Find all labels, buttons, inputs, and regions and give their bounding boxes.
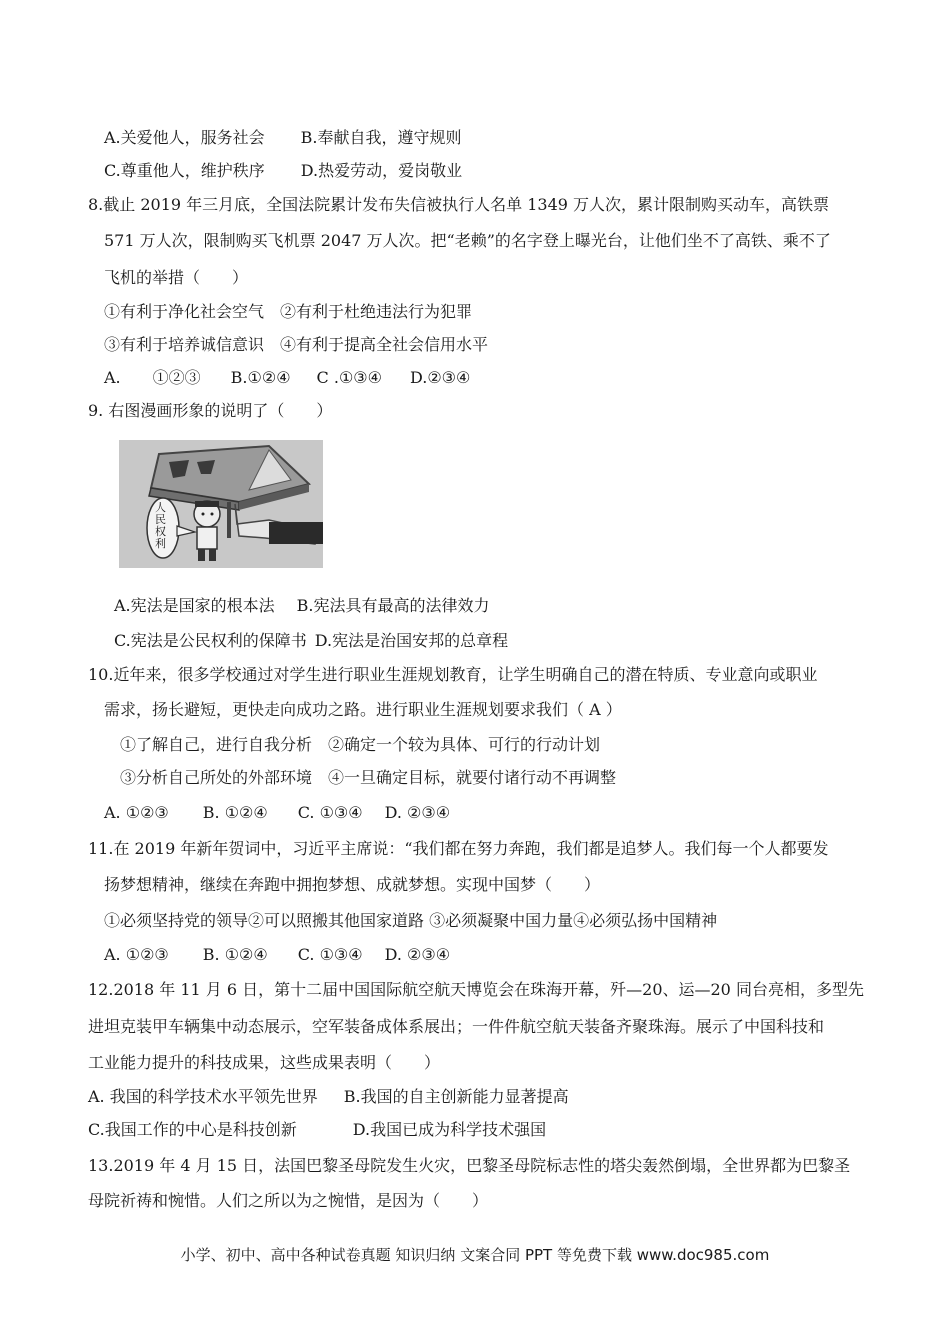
q8-option-c: C .①③④ <box>316 368 382 387</box>
q8-option-d: D.②③④ <box>409 368 471 387</box>
q10-statement-2: ②确定一个较为具体、可行的行动计划 <box>328 735 601 754</box>
q9-option-b: B.宪法具有最高的法律效力 <box>296 596 490 615</box>
page-footer: 小学、初中、高中各种试卷真题 知识归纳 文案合同 PPT 等免费下载 www.doc985.com <box>180 1246 770 1264</box>
q13-stem-line2: 母院祈祷和惋惜。人们之所以为之惋惜，是因为（ ） <box>88 1191 489 1210</box>
q9-option-d: D.宪法是治国安邦的总章程 <box>314 631 509 650</box>
q8-stem-line1: 8.截止 2019 年三月底，全国法院累计发布失信被执行人名单 1349 万人次，累计限制购买动车，高铁票 <box>88 195 830 214</box>
q8-statement-3: ③有利于培养诚信意识 <box>104 335 265 354</box>
q11-statements: ①必须坚持党的领导②可以照搬其他国家道路 ③必须凝聚中国力量④必须弘扬中国精神 <box>104 911 718 930</box>
q10-statements-row2 <box>120 767 616 789</box>
q8-statement-2: ②有利于杜绝违法行为犯罪 <box>280 302 473 321</box>
q7-option-b: B.奉献自我，遵守规则 <box>300 128 462 147</box>
cartoon-bubble-text: 人民权利 <box>155 501 166 550</box>
q12-stem-line2: 进坦克装甲车辆集中动态展示，空军装备成体系展出；一件件航空航天装备齐聚珠海。展示了中国科技和 <box>88 1017 825 1036</box>
q8-option-b: B.①②④ <box>230 368 291 387</box>
q10-statements-row1 <box>120 734 600 756</box>
q8-options <box>104 367 470 389</box>
q12-option-d: D.我国已成为科学技术强国 <box>352 1120 547 1139</box>
q10-option-a: A. ①②③ <box>104 803 169 822</box>
q8-statements-row2 <box>104 334 488 356</box>
q9-options-row1 <box>114 595 490 617</box>
q9-options-row2 <box>114 630 508 652</box>
q12-option-c: C.我国工作的中心是科技创新 <box>88 1120 297 1139</box>
q7-option-c: C.尊重他人，维护秩序 <box>104 161 265 180</box>
q11-options <box>104 944 450 966</box>
q7-options-row1 <box>104 127 462 149</box>
q10-option-c: C. ①③④ <box>297 803 363 822</box>
q8-option-a: A. ①②③ <box>104 368 201 387</box>
q12-option-a: A. 我国的科学技术水平领先世界 <box>88 1087 318 1106</box>
q10-option-b: B. ①②④ <box>202 803 268 822</box>
q9-option-c: C.宪法是公民权利的保障书 <box>114 631 307 650</box>
q11-option-c: C. ①③④ <box>297 945 363 964</box>
cartoon-drawing <box>119 440 323 568</box>
q12-option-b: B.我国的自主创新能力显著提高 <box>343 1087 569 1106</box>
q10-statement-3: ③分析自己所处的外部环境 <box>120 768 313 787</box>
q7-options-row2 <box>104 160 462 182</box>
q9-stem: 9. 右图漫画形象的说明了（ ） <box>88 401 333 420</box>
q8-statement-1: ①有利于净化社会空气 <box>104 302 265 321</box>
q10-stem-line2: 需求，扬长避短，更快走向成功之路。进行职业生涯规划要求我们（ A ） <box>104 700 622 719</box>
q10-stem-line1: 10.近年来，很多学校通过对学生进行职业生涯规划教育，让学生明确自己的潜在特质、专业意向或职业 <box>88 665 818 684</box>
constitution-cartoon-image <box>119 440 323 568</box>
q7-option-a: A.关爱他人，服务社会 <box>104 128 265 147</box>
q11-stem-line2: 扬梦想精神，继续在奔跑中拥抱梦想、成就梦想。实现中国梦（ ） <box>104 875 601 894</box>
q12-stem-line3: 工业能力提升的科技成果，这些成果表明（ ） <box>88 1053 441 1072</box>
q8-statement-4: ④有利于提高全社会信用水平 <box>280 335 489 354</box>
q13-stem-line1: 13.2019 年 4 月 15 日，法国巴黎圣母院发生火灾，巴黎圣母院标志性的塔尖轰然倒塌，全世界都为巴黎圣 <box>88 1156 851 1175</box>
q11-option-a: A. ①②③ <box>104 945 169 964</box>
q8-stem-line2: 571 万人次，限制购买飞机票 2047 万人次。把“老赖”的名字登上曝光台，让他们坐不了高铁、乘不了 <box>104 231 831 250</box>
q8-statements-row1 <box>104 301 472 323</box>
q10-option-d: D. ②③④ <box>384 803 451 822</box>
q11-option-b: B. ①②④ <box>202 945 268 964</box>
q10-options <box>104 802 450 824</box>
q9-option-a: A.宪法是国家的根本法 <box>114 596 275 615</box>
q11-stem-line1: 11.在 2019 年新年贺词中，习近平主席说：“我们都在努力奔跑，我们都是追梦人。我们每一个人都要发 <box>88 839 829 858</box>
q10-statement-1: ①了解自己，进行自我分析 <box>120 735 313 754</box>
q12-stem-line1: 12.2018 年 11 月 6 日，第十二届中国国际航空航天博览会在珠海开幕，歼—20、运—20 同台亮相，多型先 <box>88 980 864 999</box>
q11-option-d: D. ②③④ <box>384 945 451 964</box>
q10-statement-4: ④一旦确定目标，就要付诸行动不再调整 <box>328 768 617 787</box>
q12-options-row2 <box>88 1119 546 1141</box>
q7-option-d: D.热爱劳动，爱岗敬业 <box>300 161 463 180</box>
q12-options-row1 <box>88 1086 569 1108</box>
q8-stem-line3: 飞机的举措（ ） <box>104 268 249 287</box>
